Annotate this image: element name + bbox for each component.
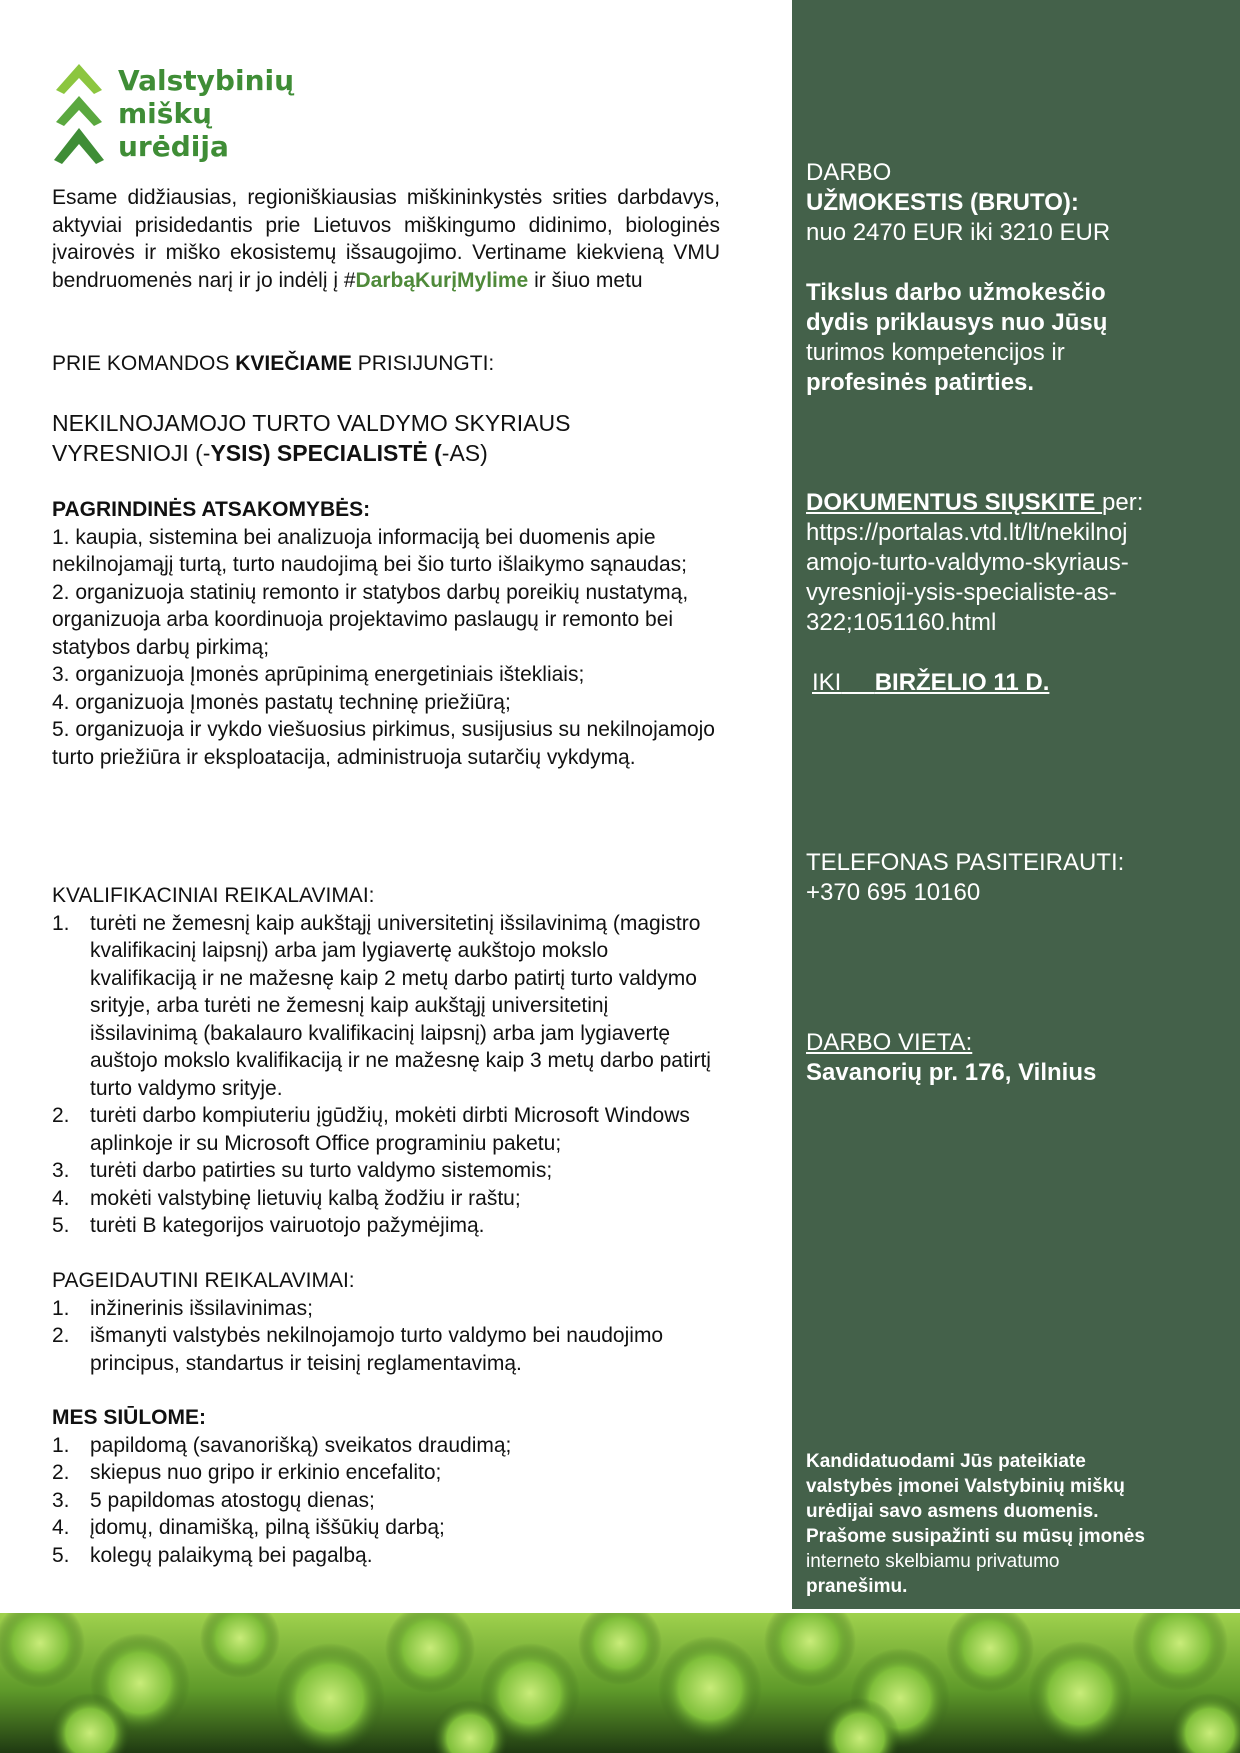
responsibility-item: 1. kaupia, sistemina bei analizuoja informaciją bei duomenis apie nekilnojamąjį turtą, turto naudojimą bei šio turto išlaikymo sąnaudas; — [52, 525, 687, 576]
privacy-line: pranešimu. — [806, 1576, 908, 1597]
invite-post: PRISIJUNGTI: — [351, 352, 495, 375]
deadline — [812, 668, 1232, 698]
salary-line-1: DARBO — [806, 159, 892, 186]
list-number: 3. — [52, 1488, 70, 1512]
qualifications-section — [52, 882, 720, 1240]
application-link[interactable]: amojo-turto-valdymo-skyriaus- — [806, 549, 1129, 576]
responsibility-item: 3. organizuoja Įmonės aprūpinimą energetiniais ištekliais; — [52, 663, 585, 686]
offer-list — [52, 1432, 720, 1570]
list-text: kolegų palaikymą bei pagalbą. — [90, 1543, 373, 1567]
documents-per: per: — [1102, 489, 1144, 516]
list-number: 1. — [52, 911, 70, 935]
application-link[interactable]: https://portalas.vtd.lt/lt/nekilnoj — [806, 519, 1128, 546]
workplace-address: Savanorių pr. 176, Vilnius — [806, 1059, 1097, 1086]
position-line-2 — [52, 438, 720, 468]
salary-note-line: Tikslus darbo užmokesčio — [806, 279, 1106, 306]
list-item — [52, 1295, 720, 1323]
list-item — [52, 1432, 720, 1460]
privacy-line: Kandidatuodami Jūs pateikiate — [806, 1451, 1086, 1472]
documents-block — [806, 488, 1226, 638]
logo-line-3: urėdija — [118, 130, 229, 163]
list-text: turėti B kategorijos vairuotojo pažymėjimą. — [90, 1214, 485, 1237]
documents-label: DOKUMENTUS SIŲSKITE — [806, 489, 1103, 516]
list-number: 3. — [52, 1159, 70, 1182]
preferred-heading: PAGEIDAUTINI REIKALAVIMAI: — [52, 1269, 355, 1292]
list-text: mokėti valstybinę lietuvių kalbą žodžiu ir raštu; — [90, 1186, 521, 1210]
list-item — [52, 1322, 720, 1377]
intro-tail: ir šiuo metu — [528, 268, 643, 292]
salary-range: nuo 2470 EUR iki 3210 EUR — [806, 219, 1111, 246]
logo-line-2: miškų — [118, 97, 212, 130]
offer-heading: MES SIŪLOME: — [52, 1406, 207, 1429]
list-item — [52, 1487, 720, 1515]
salary-note — [806, 278, 1226, 398]
qualifications-heading: KVALIFIKACINIAI REIKALAVIMAI: — [52, 884, 375, 907]
workplace-block — [806, 1028, 1226, 1088]
responsibilities-heading: PAGRINDINĖS ATSAKOMYBĖS: — [52, 498, 371, 521]
invite-line — [52, 350, 720, 378]
list-item — [52, 1212, 720, 1240]
logo-wordmark — [118, 64, 294, 163]
deadline-pre: IKI — [812, 669, 842, 696]
company-logo — [52, 64, 294, 174]
privacy-line: valstybės įmonei Valstybinių miškų — [806, 1476, 1125, 1497]
list-text: įdomų, dinamišką, pilną iššūkių darbą; — [90, 1516, 445, 1539]
list-item — [52, 1542, 720, 1570]
list-text: 5 papildomas atostogų dienas; — [90, 1488, 375, 1512]
preferred-section — [52, 1267, 720, 1377]
responsibility-item: 4. organizuoja Įmonės pastatų techninę priežiūrą; — [52, 690, 511, 714]
phone-block — [806, 848, 1226, 908]
invite-pre: PRIE KOMANDOS — [52, 352, 236, 375]
privacy-line: urėdijai savo asmens duomenis. — [806, 1501, 1099, 1522]
salary-block — [806, 158, 1226, 248]
position-title — [52, 408, 720, 468]
application-link[interactable]: vyresnioji-ysis-specialiste-as- — [806, 579, 1117, 606]
list-number: 1. — [52, 1433, 70, 1457]
list-number: 4. — [52, 1516, 70, 1539]
position-part-b: YSIS) SPECIALISTĖ ( — [210, 440, 442, 466]
application-link[interactable]: 322;1051160.html — [806, 609, 997, 636]
position-line-1: NEKILNOJAMOJO TURTO VALDYMO SKYRIAUS — [52, 410, 571, 436]
list-number: 1. — [52, 1296, 70, 1320]
list-number: 5. — [52, 1214, 70, 1237]
list-text: papildomą (savanorišką) sveikatos draudimą; — [90, 1433, 512, 1457]
invite-bold: KVIEČIAME — [235, 352, 352, 375]
phone-label: TELEFONAS PASITEIRAUTI: — [806, 849, 1125, 876]
salary-note-line: dydis priklausys nuo Jūsų — [806, 309, 1108, 336]
intro-paragraph — [52, 184, 720, 294]
list-item — [52, 1514, 720, 1542]
responsibility-item: 2. organizuoja statinių remonto ir statybos darbų poreikių nustatymą, organizuoja arba koordinuoja projektavimo paslaugų ir remonto bei statybos darbų pirkimą; — [52, 580, 689, 659]
privacy-link[interactable]: interneto skelbiamu privatumo — [806, 1551, 1060, 1572]
offer-section — [52, 1404, 720, 1569]
list-number: 5. — [52, 1543, 70, 1567]
privacy-line: Prašome susipažinti su mūsų įmonės — [806, 1526, 1145, 1547]
logo-line-1: Valstybinių — [118, 64, 295, 97]
list-text: turėti darbo patirties su turto valdymo sistemomis; — [90, 1159, 553, 1182]
intro-text: Esame didžiausias, regioniškiausias miškininkystės srities darbdavys, aktyviai prisidedantis prie Lietuvos miškingumo didinimo, biologinės įvairovės ir miško ekosistemų išsaugojimo. Vertiname kiekvieną VMU bendruomenės narį ir jo indėlį į # — [52, 186, 720, 292]
info-panel — [792, 0, 1240, 1609]
documents-label-line — [806, 488, 1226, 518]
list-item — [52, 1185, 720, 1213]
workplace-label: DARBO VIETA: — [806, 1029, 973, 1056]
privacy-notice — [806, 1449, 1226, 1599]
list-text: turėti ne žemesnį kaip aukštąjį universitetinį išsilavinimą (magistro kvalifikacinį laipsnį) arba jam lygiavertę aukštojo mokslo kvalifikaciją ir ne mažesnę kaip 2 metų darbo patirtį turto valdymo srityje, arba turėti ne žemesnį kaip aukštąjį universitetinį išsilavinimą (bakalauro kvalifikacinį laipsnį) arba jam lygiavertę auštojo mokslo kvalifikaciją ir ne mažesnę kaip 3 metų darbo patirtį turto valdymo srityje. — [90, 911, 711, 1100]
moss-photo-banner — [0, 1613, 1240, 1753]
salary-line-2: UŽMOKESTIS (BRUTO): — [806, 189, 1079, 216]
position-part-a: VYRESNIOJI (- — [52, 440, 211, 466]
list-item — [52, 1102, 720, 1157]
list-text: išmanyti valstybės nekilnojamojo turto valdymo bei naudojimo principus, standartus ir teisinį reglamentavimą. — [90, 1324, 664, 1375]
tree-logo-icon — [52, 64, 106, 174]
phone-number[interactable]: +370 695 10160 — [806, 879, 981, 906]
list-number: 2. — [52, 1461, 70, 1484]
responsibility-item: 5. organizuoja ir vykdo viešuosius pirkimus, susijusius su nekilnojamojo turto priežiūra ir eksploatacija, administruoja sutarčių vykdymą. — [52, 718, 715, 769]
salary-note-line: turimos kompetencijos ir — [806, 339, 1065, 366]
list-number: 2. — [52, 1104, 70, 1127]
position-part-c: -AS) — [441, 440, 488, 466]
preferred-list — [52, 1295, 720, 1378]
list-text: turėti darbo kompiuteriu įgūdžių, mokėti dirbti Microsoft Windows aplinkoje ir su Microsoft Office programiniu paketu; — [90, 1104, 690, 1155]
list-item — [52, 1157, 720, 1185]
list-number: 2. — [52, 1324, 70, 1347]
hashtag[interactable]: DarbąKurįMylime — [355, 268, 529, 292]
list-item — [52, 1459, 720, 1487]
responsibilities-section — [52, 496, 720, 771]
list-item — [52, 910, 720, 1103]
qualifications-list — [52, 910, 720, 1240]
deadline-date: BIRŽELIO 11 D. — [874, 669, 1050, 696]
list-number: 4. — [52, 1186, 70, 1210]
list-text: inžinerinis išsilavinimas; — [90, 1296, 313, 1320]
list-text: skiepus nuo gripo ir erkinio encefalito; — [90, 1461, 442, 1484]
salary-note-line: profesinės patirties. — [806, 369, 1035, 396]
